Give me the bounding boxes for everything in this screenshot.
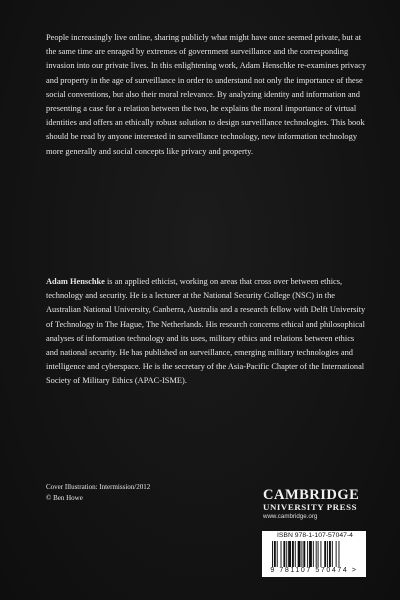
barcode-bar [309, 541, 312, 567]
publisher-subtitle: UNIVERSITY PRESS [263, 502, 358, 512]
barcode-bar [307, 541, 308, 567]
barcode-bar [286, 541, 287, 567]
barcode-bar [295, 541, 296, 567]
barcode-bar [316, 541, 317, 567]
barcode-icon [266, 541, 362, 567]
barcode-bar [277, 541, 278, 567]
barcode-bar [327, 541, 328, 567]
author-bio-text: is an applied ethicist, working on areas that cross over between ethics, technology and security. He is a lecturer at the National Security College (NSC) in the Australian National University, Canberra, Australia and a research fellow with Delft University of Technology in The Hague, The Netherlands. His research concerns ethical and philosophical analyses of information technology and its uses, military ethics and relations between ethics and national security. He has published on surveillance, emerging military technologies and intelligence and cyberspace. He is the secretary of the Asia-Pacific Chapter of the International Society of Military Ethics (APAC-ISME). [46, 277, 366, 386]
publisher-name: CAMBRIDGE [263, 487, 360, 503]
author-name: Adam Henschke [46, 277, 105, 286]
publisher-logo [263, 488, 363, 521]
cover-credits [46, 482, 226, 504]
barcode-bar [292, 541, 294, 567]
publisher-url: www.cambridge.org [263, 513, 318, 520]
barcode-bar [298, 541, 301, 567]
author-bio [46, 275, 368, 389]
barcode-bar [339, 541, 340, 567]
barcode-bar [272, 541, 273, 567]
barcode-bar [332, 541, 333, 567]
barcode-bar [281, 541, 282, 567]
book-blurb: People increasingly live online, sharing publicly what might have once seemed private, but at the same time are enraged by extremes of government surveillance and the corresponding invasion into our private lives. In this enlightening work, Adam Henschke re-examines privacy and property in the age of surveillance in order to understand not only the importance of these social conventions, but also their moral relevance. By analyzing identity and information and presenting a case for a relation between the two, he explains the moral importance of virtual identities and offers an ethically robust solution to design surveillance technologies. This book should be read by anyone interested in surveillance technology, new information technology more generally and social concepts like privacy and property. [46, 33, 367, 156]
barcode-bar [303, 541, 305, 567]
barcode-bar [313, 541, 314, 567]
barcode-bar [274, 541, 276, 567]
barcode-bar [320, 541, 321, 567]
barcode-bar [301, 541, 302, 567]
barcode-bar [324, 541, 326, 567]
isbn-barcode [262, 531, 366, 577]
isbn-label: ISBN 978-1-107-57047-4 [277, 532, 353, 539]
copyright-credit: © Ben Howe [46, 494, 83, 502]
barcode-bar [336, 541, 337, 567]
barcode-bar [288, 541, 291, 567]
barcode-bar [283, 541, 285, 567]
barcode-bar [329, 541, 331, 567]
barcode-digits: 9 781107 570474 > [270, 567, 358, 574]
barcode-bar [318, 541, 319, 567]
cover-illustration-credit: Cover Illustration: Intermission/2012 [46, 483, 151, 491]
